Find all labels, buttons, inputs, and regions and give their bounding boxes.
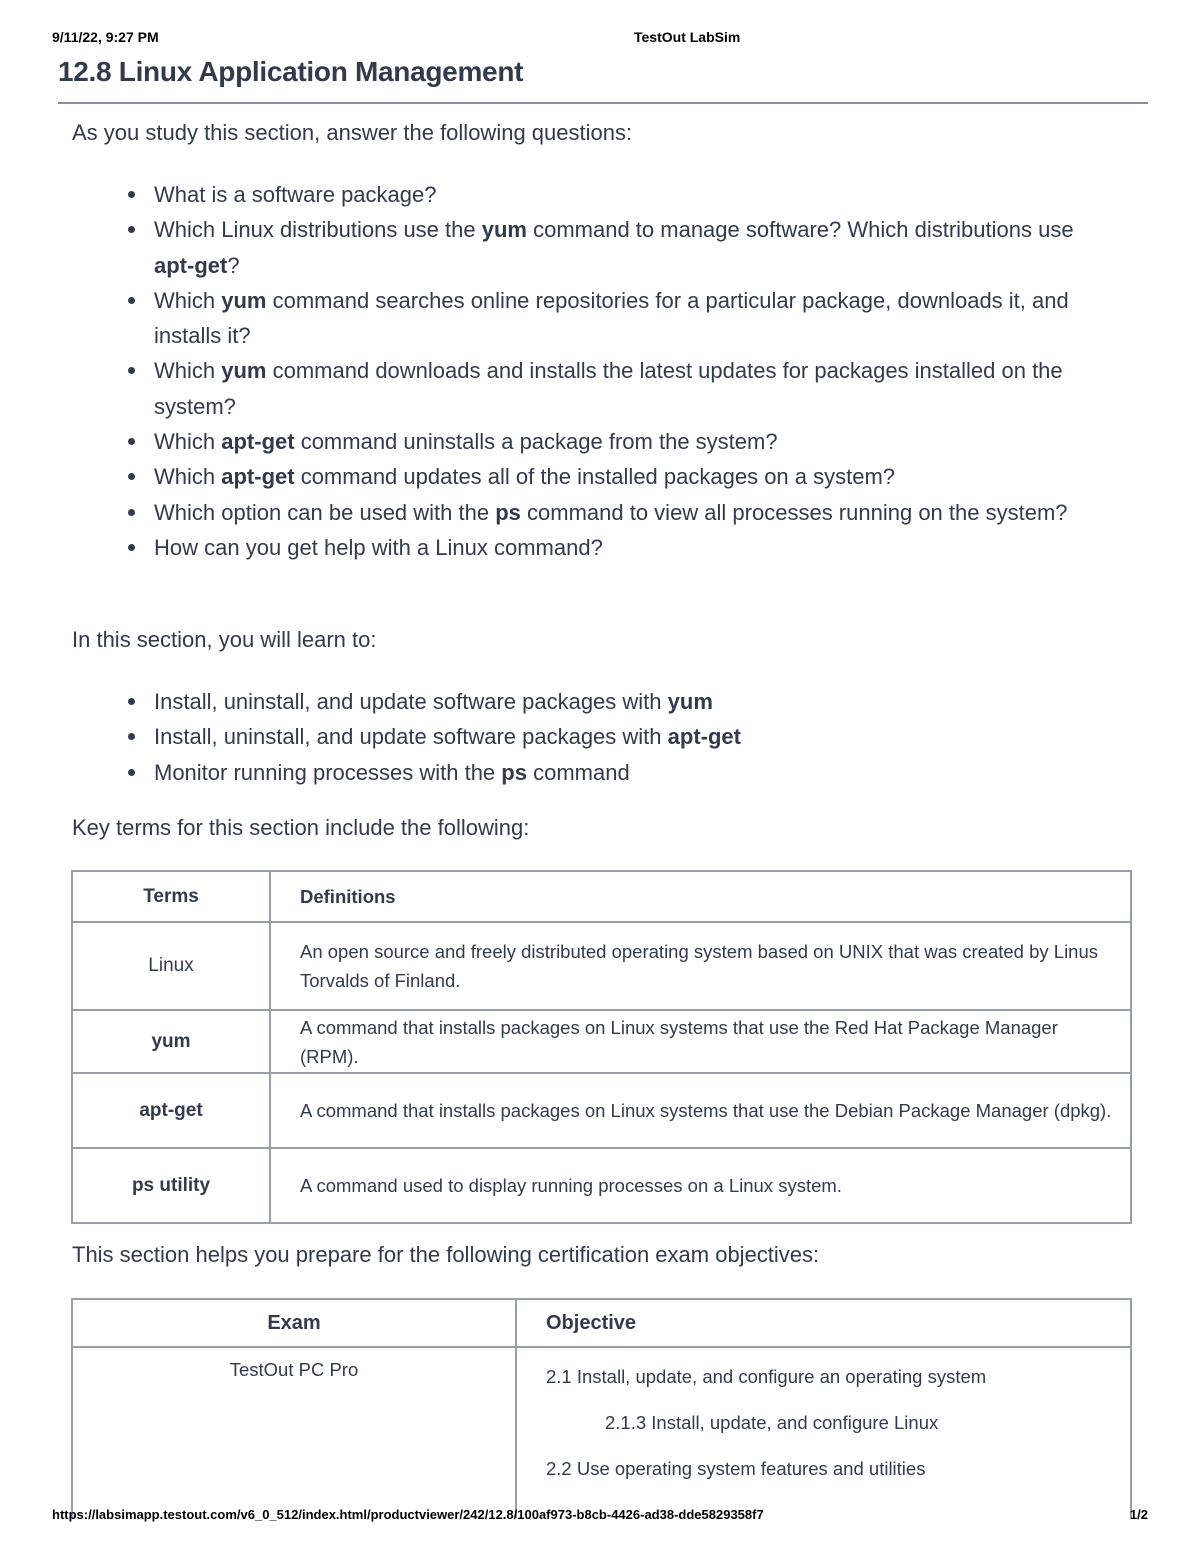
learn-item <box>126 719 1116 754</box>
objective-item: 2.1 Install, update, and configure an operating system <box>546 1366 987 1387</box>
question-item <box>126 177 1116 212</box>
print-page-number: 1/2 <box>1129 1507 1148 1522</box>
command-name: ps <box>501 759 527 785</box>
print-url: https://labsimapp.testout.com/v6_0_512/index.html/productviewer/242/12.8/100af973-b8cb-4426-ad38-dde5829358f7 <box>52 1507 764 1522</box>
terms-header-row <box>72 871 1131 922</box>
learn-item <box>126 684 1116 719</box>
text-segment: Install, uninstall, and update software packages with <box>154 724 668 750</box>
bullet-icon <box>128 191 135 198</box>
text-segment: ? <box>227 252 240 278</box>
text-segment: Install, uninstall, and update software packages with <box>154 689 668 714</box>
table-row <box>72 1347 1131 1518</box>
text-segment: Which <box>154 429 222 455</box>
bullet-icon <box>128 226 135 233</box>
definition-cell: An open source and freely distributed operating system based on UNIX that was created by Linus Torvalds of Finland. <box>270 922 1131 1010</box>
text-segment: Which <box>154 358 222 384</box>
learn-item <box>126 755 1116 790</box>
print-footer <box>52 1507 1148 1525</box>
question-item <box>126 283 1116 354</box>
text-segment: command uninstalls a package from the system? <box>294 429 778 455</box>
bullet-icon <box>128 733 135 740</box>
text-segment: command searches online repositories for a particular package, downloads it, and installs it? <box>154 287 1069 349</box>
question-item <box>126 212 1116 283</box>
bullet-icon <box>128 473 135 480</box>
key-terms-table <box>71 870 1132 1224</box>
question-item <box>126 495 1116 530</box>
bullet-icon <box>128 509 135 516</box>
bullet-icon <box>128 438 135 445</box>
command-name: yum <box>221 287 267 313</box>
text-segment: command <box>526 759 630 785</box>
bullet-icon <box>128 769 135 776</box>
text-segment: Monitor running processes with the <box>154 759 502 785</box>
question-item <box>126 424 1116 459</box>
bullet-icon <box>128 367 135 374</box>
page-title: 12.8 Linux Application Management <box>58 56 524 87</box>
text-segment: command updates all of the installed packages on a system? <box>294 464 896 490</box>
definition-cell: A command that installs packages on Linux systems that use the Debian Package Manager (dpkg). <box>270 1073 1131 1148</box>
definition-cell: A command that installs packages on Linux systems that use the Red Hat Package Manager (RPM). <box>270 1010 1131 1073</box>
bullet-icon <box>128 698 135 705</box>
text-segment: Which option can be used with the <box>154 499 496 525</box>
objective-column-header: Objective <box>516 1299 1131 1347</box>
exam-cell <box>72 1347 516 1518</box>
print-header <box>52 29 1148 47</box>
print-datetime: 9/11/22, 9:27 PM <box>52 29 159 45</box>
text-segment: command to view all processes running on the system? <box>520 499 1068 525</box>
exam-column-header: Exam <box>72 1299 516 1347</box>
text-segment: Which <box>154 464 222 490</box>
objectives-intro: This section helps you prepare for the following certification exam objectives: <box>72 1242 820 1267</box>
question-item <box>126 530 1116 565</box>
objective-cell <box>516 1347 1131 1518</box>
command-name: apt-get <box>154 252 228 278</box>
command-name: apt-get <box>221 429 295 455</box>
command-name: apt-get <box>221 464 295 490</box>
definition-cell: A command used to display running processes on a Linux system. <box>270 1148 1131 1223</box>
text-segment: command downloads and installs the latest updates for packages installed on the system? <box>154 358 1063 419</box>
command-name: apt-get <box>667 724 741 750</box>
question-item <box>126 459 1116 494</box>
bullet-icon <box>128 297 135 304</box>
text-segment: What is a software package? <box>154 182 437 207</box>
question-item <box>126 353 1116 424</box>
text-segment: Which <box>154 287 222 313</box>
exam-name: TestOut PC Pro <box>229 1359 359 1380</box>
learn-intro: In this section, you will learn to: <box>72 627 377 652</box>
command-name: yum <box>667 689 713 714</box>
term-cell: apt-get <box>72 1073 270 1148</box>
study-intro: As you study this section, answer the following questions: <box>72 120 633 145</box>
table-row <box>72 922 1131 1010</box>
title-divider <box>58 102 1148 104</box>
command-name: yum <box>221 358 267 384</box>
terms-column-header: Terms <box>72 871 270 922</box>
bullet-icon <box>128 544 135 551</box>
term-cell: ps utility <box>72 1148 270 1223</box>
questions-list <box>126 177 1116 565</box>
table-row <box>72 1010 1131 1073</box>
command-name: ps <box>495 499 521 525</box>
text-segment: Which Linux distributions use the <box>154 217 482 243</box>
exam-header-row <box>72 1299 1131 1347</box>
key-terms-intro: Key terms for this section include the following: <box>72 815 530 840</box>
print-site-title: TestOut LabSim <box>634 29 741 45</box>
term-cell: yum <box>72 1010 270 1073</box>
objective-subitem: 2.1.3 Install, update, and configure Linux <box>605 1412 939 1433</box>
learn-list <box>126 684 1116 790</box>
exam-objectives-table <box>71 1298 1132 1518</box>
text-segment: command to manage software? Which distributions use <box>526 217 1074 243</box>
text-segment: How can you get help with a Linux command? <box>154 534 603 560</box>
command-name: yum <box>481 217 527 243</box>
definitions-column-header: Definitions <box>270 871 1131 922</box>
table-row <box>72 1073 1131 1148</box>
table-row <box>72 1148 1131 1223</box>
objective-item: 2.2 Use operating system features and utilities <box>546 1458 926 1479</box>
term-cell: Linux <box>72 922 270 1010</box>
